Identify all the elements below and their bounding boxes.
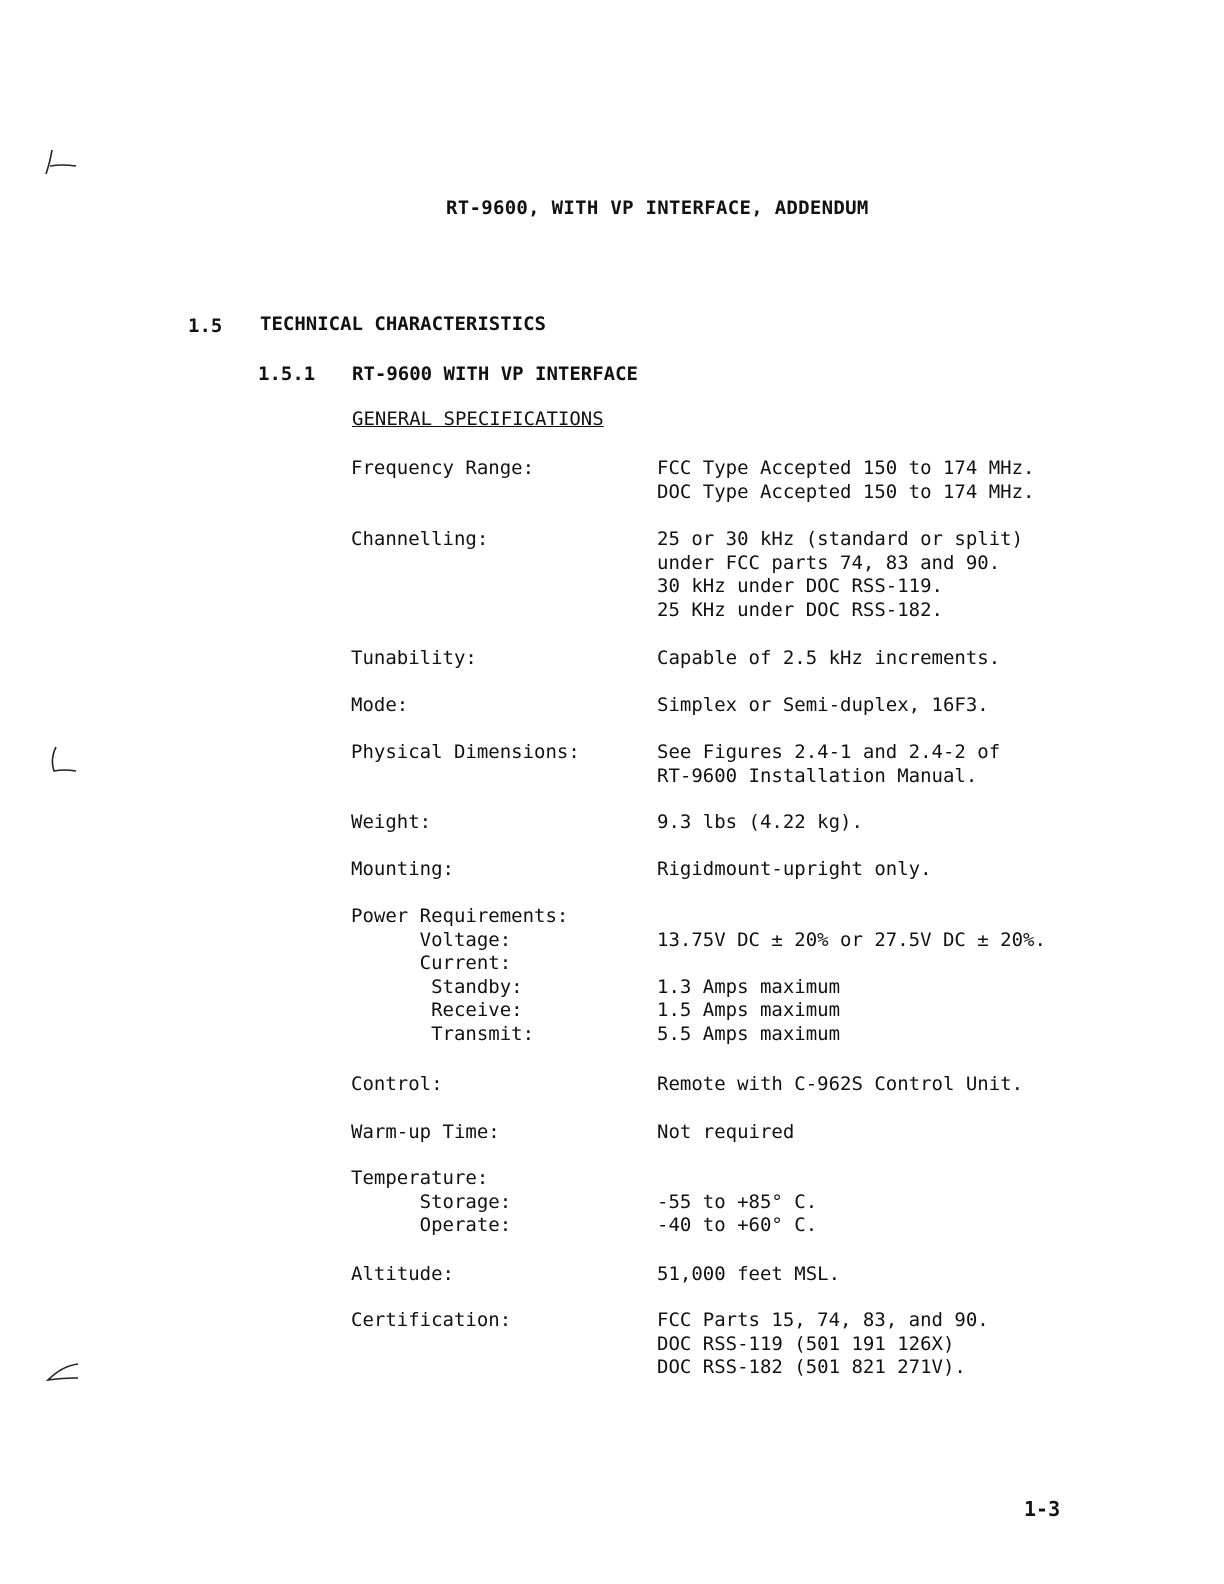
spec-value: FCC Parts 15, 74, 83, and 90. DOC RSS-119 (501 191 126X) DOC RSS-182 (501 821 271V). bbox=[657, 1309, 989, 1378]
page-number: 1-3 bbox=[1024, 1497, 1061, 1521]
subsection-number: 1.5.1 bbox=[258, 363, 316, 385]
spec-label: Mounting: bbox=[351, 858, 454, 880]
spec-label: Frequency Range: bbox=[351, 457, 535, 479]
general-specifications-heading: GENERAL SPECIFICATIONS bbox=[352, 408, 604, 430]
spec-label: Temperature: Storage: Operate: bbox=[351, 1167, 512, 1236]
margin-mark-top bbox=[40, 148, 80, 178]
spec-value: 13.75V DC ± 20% or 27.5V DC ± 20%. 1.3 Amps maximum 1.5 Amps maximum 5.5 Amps maximum bbox=[657, 928, 1046, 1045]
margin-mark-bottom bbox=[44, 1360, 84, 1386]
spec-value: 51,000 feet MSL. bbox=[657, 1263, 841, 1285]
spec-label: Power Requirements: Voltage: Current: Standby: Receive: Transmit: bbox=[351, 905, 569, 1045]
spec-label: Control: bbox=[351, 1073, 443, 1095]
spec-label: Certification: bbox=[351, 1309, 512, 1331]
spec-label: Physical Dimensions: bbox=[351, 741, 580, 763]
spec-value: 25 or 30 kHz (standard or split) under FCC parts 74, 83 and 90. 30 kHz under DOC RSS-119. 25 KHz under DOC RSS-182. bbox=[657, 528, 1024, 621]
spec-value: Capable of 2.5 kHz increments. bbox=[657, 647, 1001, 669]
spec-value: Rigidmount-upright only. bbox=[657, 858, 932, 880]
spec-value: FCC Type Accepted 150 to 174 MHz. DOC Type Accepted 150 to 174 MHz. bbox=[657, 457, 1035, 503]
document-title: RT-9600, WITH VP INTERFACE, ADDENDUM bbox=[446, 197, 869, 219]
subsection-title: RT-9600 WITH VP INTERFACE bbox=[352, 363, 638, 385]
spec-label: Channelling: bbox=[351, 528, 489, 550]
spec-value: Simplex or Semi-duplex, 16F3. bbox=[657, 694, 989, 716]
margin-mark-middle bbox=[42, 745, 82, 779]
section-number: 1.5 bbox=[188, 315, 223, 337]
spec-label: Altitude: bbox=[351, 1263, 454, 1285]
spec-value: See Figures 2.4-1 and 2.4-2 of RT-9600 Installation Manual. bbox=[657, 741, 1001, 787]
section-title: TECHNICAL CHARACTERISTICS bbox=[260, 313, 546, 335]
spec-value: -55 to +85° C. -40 to +60° C. bbox=[657, 1190, 818, 1236]
spec-label: Mode: bbox=[351, 694, 409, 716]
spec-label: Weight: bbox=[351, 811, 432, 833]
spec-value: Remote with C-962S Control Unit. bbox=[657, 1073, 1024, 1095]
spec-label: Tunability: bbox=[351, 647, 477, 669]
spec-value: Not required bbox=[657, 1121, 795, 1143]
spec-label: Warm-up Time: bbox=[351, 1121, 500, 1143]
spec-value: 9.3 lbs (4.22 kg). bbox=[657, 811, 863, 833]
